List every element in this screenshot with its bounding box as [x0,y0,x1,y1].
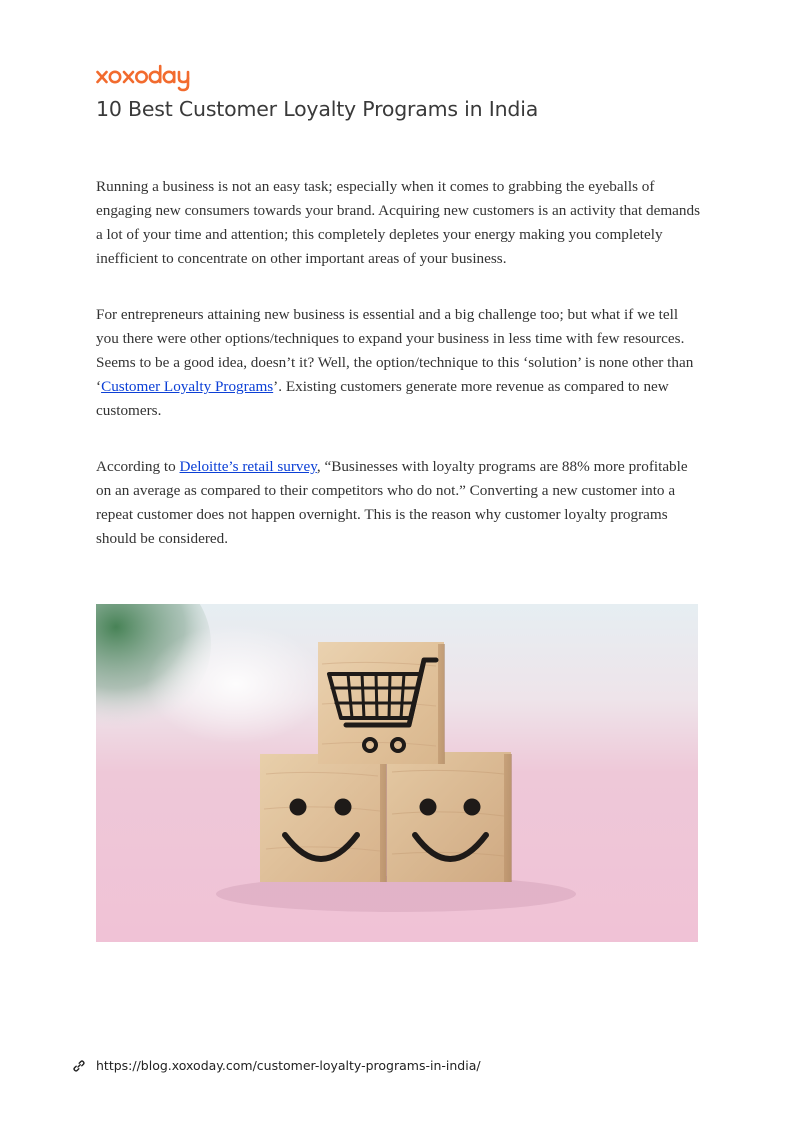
paragraph-text: ’. Existing customers generate more revenue as compared to new customers. [96,378,669,419]
page-title: 10 Best Customer Loyalty Programs in India [96,97,539,121]
smiley-block-left [260,754,388,882]
xoxoday-logo-icon [96,64,196,94]
customer-loyalty-programs-link[interactable]: Customer Loyalty Programs [101,378,274,395]
body-paragraph-2 [96,303,700,423]
window-glow [146,624,326,744]
paragraph-text: According to [96,458,180,475]
source-url[interactable] [72,1058,481,1073]
brand-logo[interactable] [96,64,196,94]
hero-image [96,604,698,942]
loyalty-blocks-illustration [96,604,698,942]
body-paragraph-3 [96,455,700,551]
paragraph-text: , “Businesses with loyalty programs are 88% more profitable on an average as compared to their competitors who do not.” Converting a new customer into a repeat customer does not happen overnight. This is the reason why customer loyalty programs should be considered. [96,458,688,547]
source-url-text[interactable]: https://blog.xoxoday.com/customer-loyalty-programs-in-india/ [96,1058,481,1073]
cart-block-top [318,642,445,764]
deloitte-retail-survey-link[interactable]: Deloitte’s retail survey [179,458,317,475]
link-icon [72,1059,86,1073]
intro-paragraph: Running a business is not an easy task; especially when it comes to grabbing the eyeballs of engaging new consumers towards your brand. Acquiring new customers is an activity that demands a lot of your time and attention; this completely depletes your energy making you completely inefficient to concentrate on other important areas of your business. [96,178,700,267]
smiley-block-right [387,752,512,882]
paragraph-text: For entrepreneurs attaining new business is essential and a big challenge too; but what if we tell you there were other options/techniques to expand your business in less time with few resources. Seems to be a good idea, doesn’t it? Well, the option/technique to this ‘solution’ is none other than ‘ [96,306,694,395]
